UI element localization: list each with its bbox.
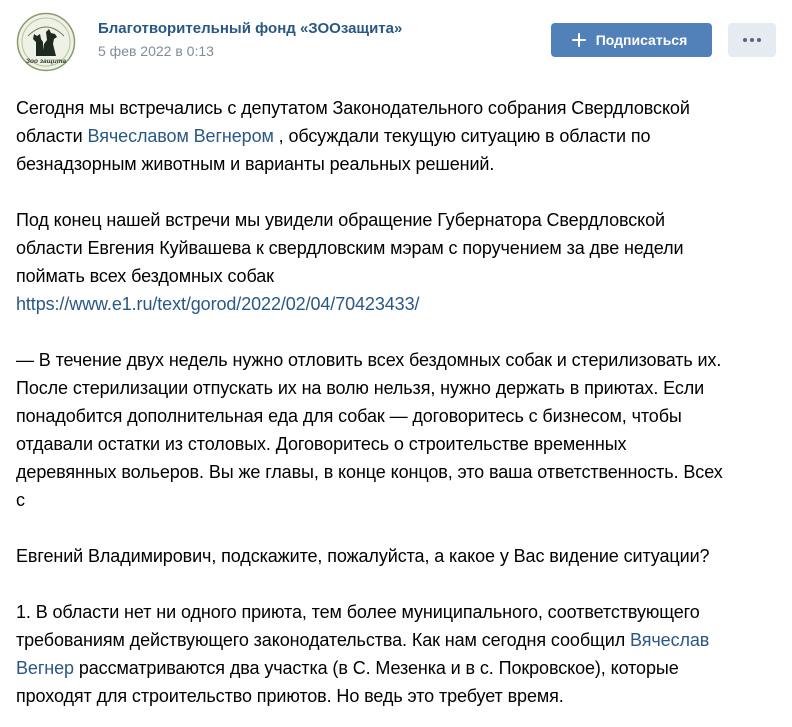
text-line: — В течение двух недель нужно отловить всех бездомных собак и стерилизовать их. bbox=[16, 350, 722, 370]
subscribe-button[interactable] bbox=[551, 23, 712, 57]
text-line bbox=[16, 122, 786, 150]
text-line bbox=[16, 290, 786, 318]
post-date[interactable]: 5 фев 2022 в 0:13 bbox=[98, 43, 214, 59]
text-span: рассматриваются два участка (в С. Мезенка и в с. Покровское), которые bbox=[73, 658, 679, 678]
text-line: области Евгения Куйвашева к свердловским мэрам с поручением за две недели bbox=[16, 238, 684, 258]
text-line: понадобится дополнительная еда для собак — договоритесь с бизнесом, чтобы bbox=[16, 406, 682, 426]
text-line: безнадзорным животным и варианты реальных решений. bbox=[16, 154, 495, 174]
text-line: Под конец нашей встречи мы увидели обращение Губернатора Свердловской bbox=[16, 210, 665, 230]
text-line: с bbox=[16, 490, 25, 510]
more-dots-icon bbox=[743, 38, 761, 42]
mention-link[interactable]: Вячеслав bbox=[630, 630, 710, 650]
text-span: области bbox=[16, 126, 88, 146]
subscribe-label: Подписаться bbox=[595, 32, 688, 48]
text-line: деревянных вольеров. Вы же главы, в конце концов, это ваша ответственность. Всех bbox=[16, 462, 723, 482]
text-line: После стерилизации отпускать их на волю нельзя, нужно держать в приютах. Если bbox=[16, 378, 705, 398]
external-link[interactable]: https://www.e1.ru/text/gorod/2022/02/04/70423433/ bbox=[16, 294, 420, 314]
text-line: отдавали остатки из столовых. Договоритесь о строительстве временных bbox=[16, 434, 627, 454]
plus-icon bbox=[572, 33, 586, 47]
text-line: Евгений Владимирович, подскажите, пожалуйста, а какое у Вас видение ситуации? bbox=[16, 546, 710, 566]
svg-text:Зоо защита: Зоо защита bbox=[25, 58, 67, 65]
text-line: Сегодня мы встречались с депутатом Законодательного собрания Свердловской bbox=[16, 98, 690, 118]
post-text bbox=[16, 94, 786, 710]
group-avatar[interactable] bbox=[16, 12, 76, 72]
more-button[interactable] bbox=[728, 23, 776, 57]
mention-link[interactable]: Вячеславом Вегнером bbox=[87, 126, 274, 146]
text-span: требованиям действующего законодательства. Как нам сегодня сообщил bbox=[16, 630, 631, 650]
dog-cat-logo-icon bbox=[16, 12, 76, 72]
text-line: проходят для строительство приютов. Но ведь это требует время. bbox=[16, 686, 564, 706]
text-line: 1. В области нет ни одного приюта, тем более муниципального, соответствующего bbox=[16, 602, 700, 622]
text-line bbox=[16, 654, 786, 682]
group-name[interactable]: Благотворительный фонд «ЗООзащита» bbox=[98, 20, 403, 37]
post-header bbox=[16, 12, 776, 72]
text-line bbox=[16, 626, 786, 654]
text-span: , обсуждали текущую ситуацию в области по bbox=[273, 126, 651, 146]
text-line: поймать всех бездомных собак bbox=[16, 266, 274, 286]
mention-link[interactable]: Вегнер bbox=[16, 658, 74, 678]
